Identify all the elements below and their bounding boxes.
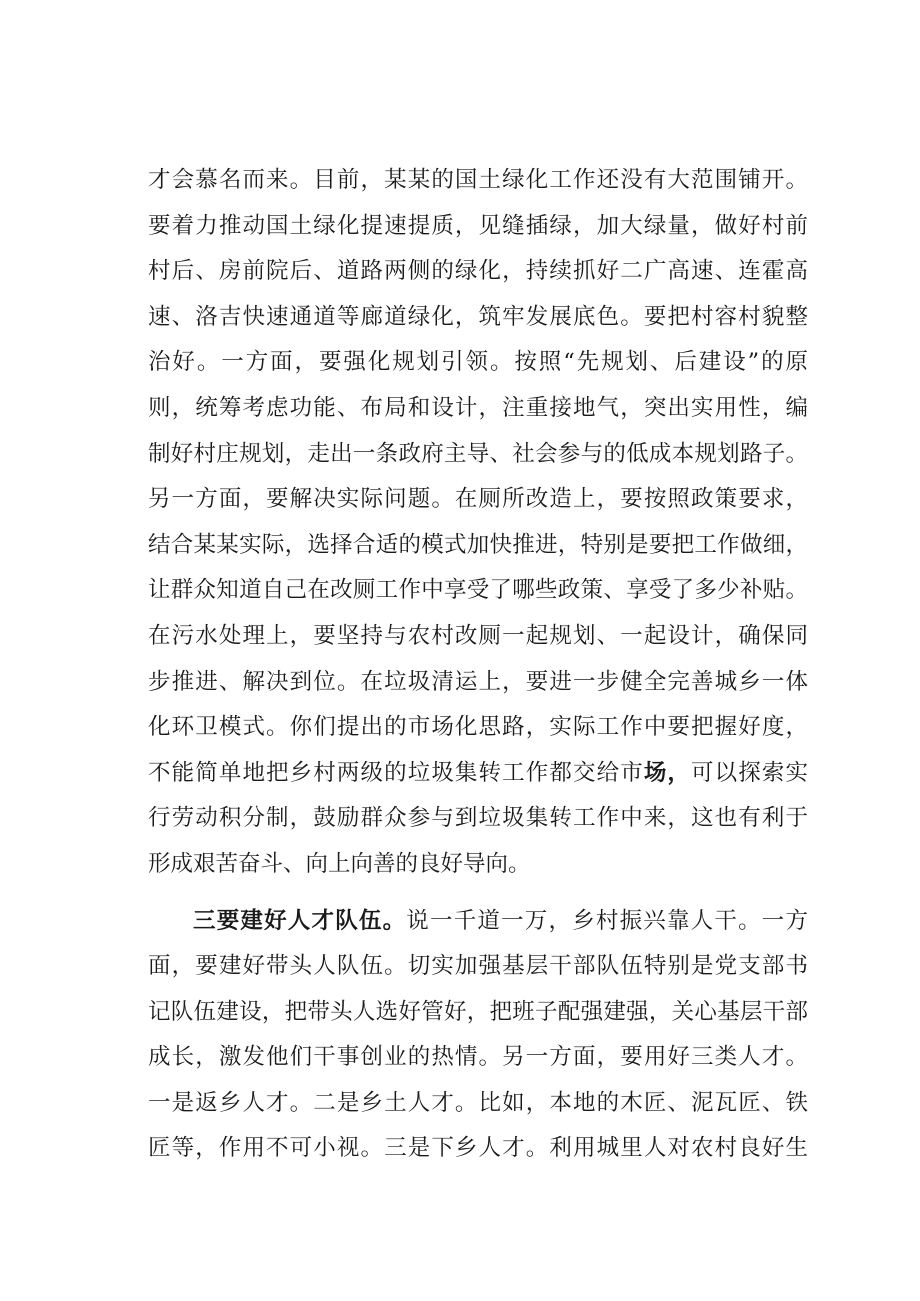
paragraph-line: 速、洛吉快速通道等廊道绿化，筑牢发展底色。要把村容村貌整 <box>148 303 808 330</box>
line-text: 说一千道一万，乡村振兴靠人干。一方 <box>406 907 808 934</box>
section-heading: 三要建好人才队伍。 <box>193 907 407 934</box>
paragraph-2 <box>148 899 808 1173</box>
paragraph-line: 村后、房前院后、道路两侧的绿化，持续抓好二广高速、连霍高 <box>148 258 808 285</box>
line-text: 不能简单地把乡村两级的垃圾集转工作都交给市 <box>148 759 644 786</box>
paragraph-line: 则，统筹考虑功能、布局和设计，注重接地气，突出实用性，编 <box>148 394 808 421</box>
paragraph-gap <box>148 888 808 899</box>
paragraph-line <box>148 751 808 797</box>
paragraph-line: 化环卫模式。你们提出的市场化思路，实际工作中要把握好度， <box>148 714 808 741</box>
paragraph-line: 要着力推动国土绿化提速提质，见缝插绿，加大绿量，做好村前 <box>148 212 808 239</box>
paragraph-line: 才会慕名而来。目前，某某的国土绿化工作还没有大范围铺开。 <box>148 167 808 193</box>
paragraph-line: 记队伍建设，把带头人选好管好，把班子配强建强，关心基层干部 <box>148 998 808 1025</box>
paragraph-line: 步推进、解决到位。在垃圾清运上，要进一步健全完善城乡一体 <box>148 668 808 695</box>
paragraph-line <box>148 899 808 945</box>
paragraph-line: 一是返乡人才。二是乡土人才。比如，本地的木匠、泥瓦匠、铁 <box>148 1089 808 1116</box>
paragraph-line: 在污水处理上，要坚持与农村改厕一起规划、一起设计，确保同 <box>148 622 808 649</box>
line-text: 可以探索实 <box>691 759 808 786</box>
paragraph-line: 成长，激发他们干事创业的热情。另一方面，要用好三类人才。 <box>148 1044 808 1071</box>
paragraph-line: 结合某某实际，选择合适的模式加快推进，特别是要把工作做细， <box>148 531 808 558</box>
paragraph-line: 匠等，作用不可小视。三是下乡人才。利用城里人对农村良好生 <box>148 1135 808 1162</box>
paragraph-line: 另一方面，要解决实际问题。在厕所改造上，要按照政策要求， <box>148 486 808 513</box>
paragraph-line: 行劳动积分制，鼓励群众参与到垃圾集转工作中来，这也有利于 <box>148 805 808 832</box>
paragraph-line: 面，要建好带头人队伍。切实加强基层干部队伍特别是党支部书 <box>148 953 808 980</box>
paragraph-line: 制好村庄规划，走出一条政府主导、社会参与的低成本规划路子。 <box>148 440 808 467</box>
document-body <box>148 158 808 1172</box>
paragraph-line: 形成艰苦奋斗、向上向善的良好导向。 <box>148 850 531 877</box>
paragraph-1 <box>148 158 808 888</box>
bold-text: 场， <box>643 759 692 786</box>
paragraph-line: 治好。一方面，要强化规划引领。按照“先规划、后建设”的原 <box>148 349 808 376</box>
paragraph-line: 让群众知道自己在改厕工作中享受了哪些政策、享受了多少补贴。 <box>148 577 808 604</box>
